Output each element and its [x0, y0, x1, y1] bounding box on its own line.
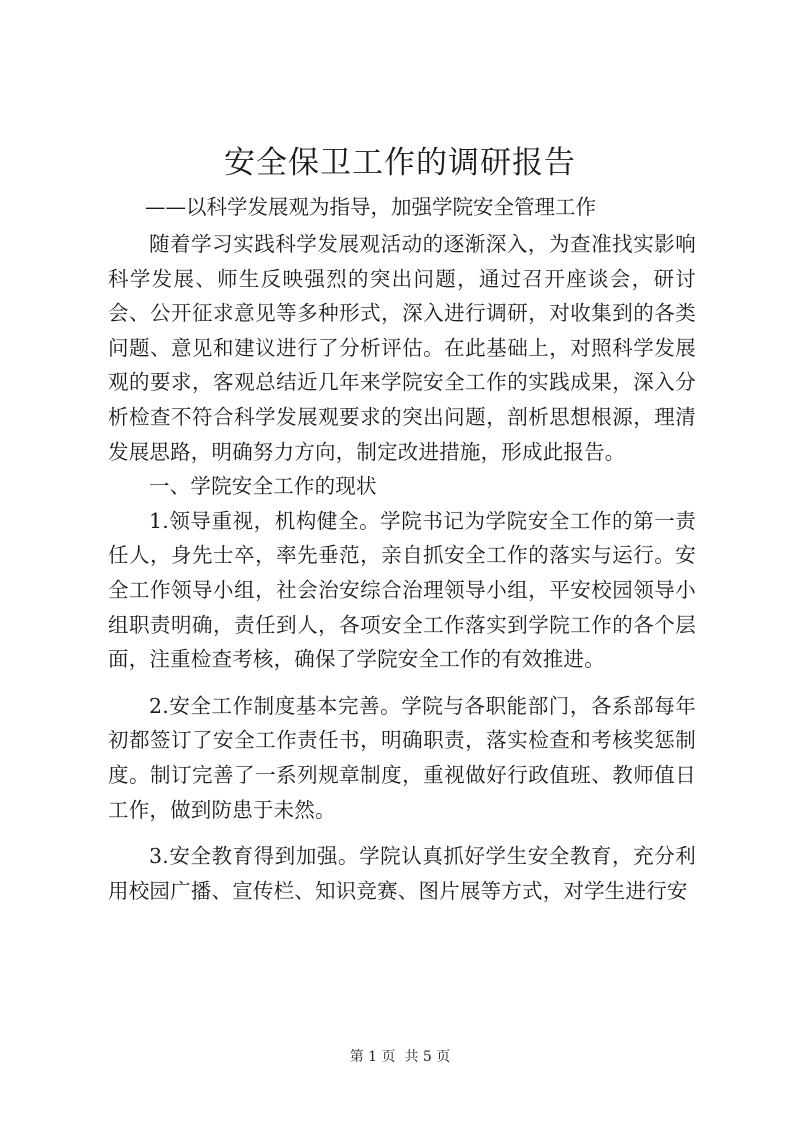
item-2-paragraph: 2.安全工作制度基本完善。学院与各职能部门，各系部每年初都签订了安全工作责任书，明确职责，落实检查和考核奖惩制度。制订完善了一系列规章制度，重视做好行政值班、教师值日工作，做到防患于未然。: [108, 693, 696, 822]
document-subtitle: ——以科学发展观为指导，加强学院安全管理工作: [145, 195, 596, 219]
item-1-paragraph: 1.领导重视，机构健全。学院书记为学院安全工作的第一责任人，身先士卒，率先垂范，亲自抓安全工作的落实与运行。安全工作领导小组，社会治安综合治理领导小组，平安校园领导小组职责明确，责任到人，各项安全工作落实到学院工作的各个层面，注重检查考核，确保了学院安全工作的有效推进。: [108, 508, 696, 672]
document-title: 安全保卫工作的调研报告: [224, 145, 576, 181]
item-3-paragraph: 3.安全教育得到加强。学院认真抓好学生安全教育，充分利用校园广播、宣传栏、知识竞赛、图片展等方式，对学生进行安: [108, 844, 696, 903]
page-number-footer: 第 1 页 共 5 页: [349, 1049, 451, 1065]
section-heading-current-status: 一、学院安全工作的现状: [149, 474, 377, 499]
document-body: [108, 227, 696, 908]
intro-paragraph: 随着学习实践科学发展观活动的逐渐深入，为查准找实影响科学发展、师生反映强烈的突出问题，通过召开座谈会，研讨会、公开征求意见等多种形式，深入进行调研，对收集到的各类问题、意见和建议进行了分析评估。在此基础上，对照科学发展观的要求，客观总结近几年来学院安全工作的实践成果，深入分析检查不符合科学发展观要求的突出问题，剖析思想根源，理清发展思路，明确努力方向，制定改进措施，形成此报告。: [108, 232, 696, 464]
